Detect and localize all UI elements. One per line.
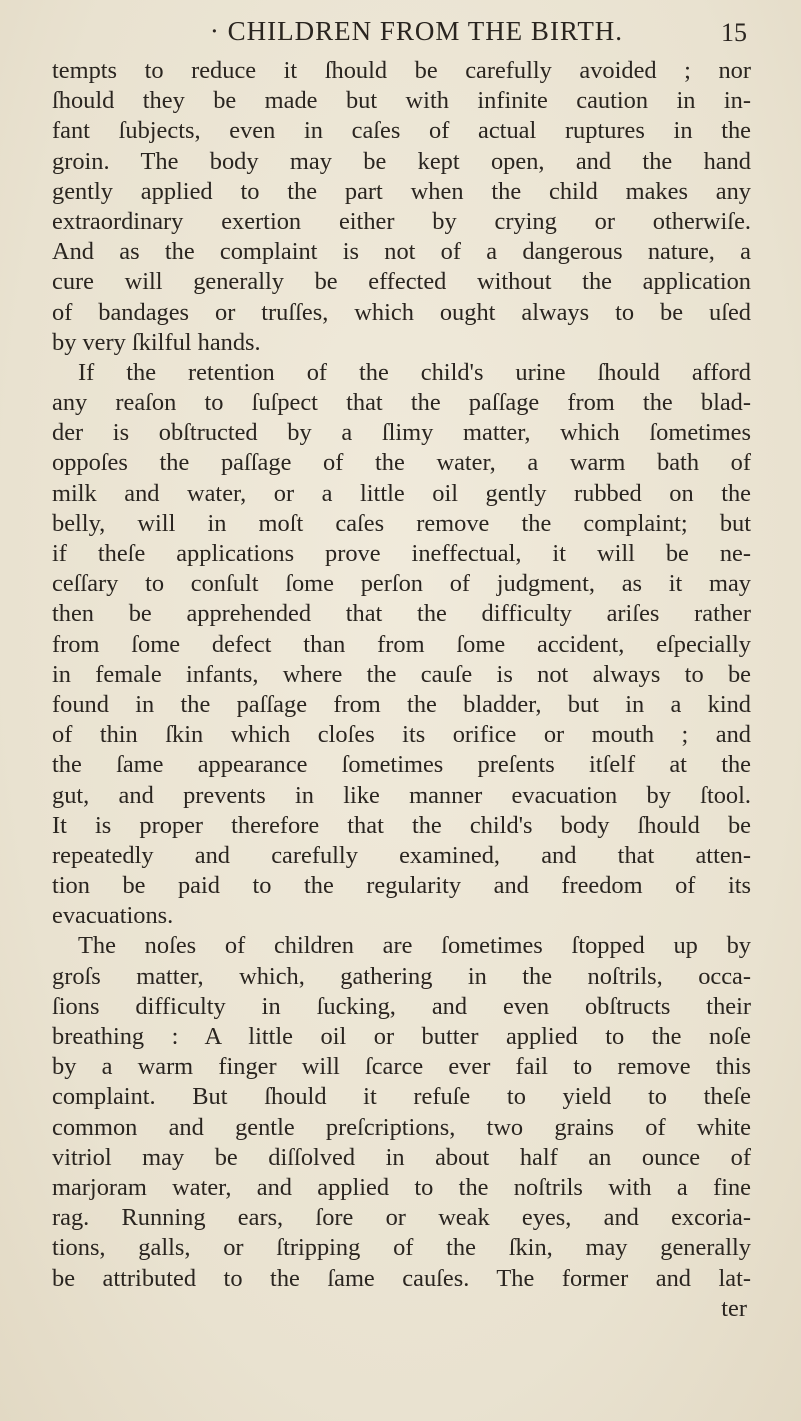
text-line: ſhould they be made but with infinite caution in in- [52, 87, 751, 115]
text-line: of thin ſkin which cloſes its orifice or mouth ; and [52, 721, 751, 749]
text-line: be attributed to the ſame cauſes. The former and lat- [52, 1264, 751, 1292]
text-line: milk and water, or a little oil gently rubbed on the [52, 479, 751, 507]
text-line: found in the paſſage from the bladder, but in a kind [52, 690, 751, 718]
text-line: evacuations. [52, 902, 174, 930]
text-line: oppoſes the paſſage of the water, a warm bath of [52, 449, 751, 477]
paragraph-start-line: The noſes of children are ſometimes ſtopped up by [78, 932, 751, 960]
text-line: repeatedly and carefully examined, and that atten- [52, 841, 751, 869]
text-line: cure will generally be effected without the application [52, 268, 751, 296]
running-head [52, 0, 751, 52]
text-line: gently applied to the part when the child makes any [52, 177, 751, 205]
text-line: if theſe applications prove ineffectual, it will be ne- [52, 540, 751, 567]
text-line: by a warm finger will ſcarce ever fail to remove this [52, 1053, 751, 1081]
text-line: It is proper therefore that the child's body ſhould be [52, 811, 751, 839]
text-line: extraordinary exertion either by crying or otherwiſe. [52, 207, 751, 235]
text-line: And as the complaint is not of a dangerous nature, a [52, 238, 751, 266]
text-line: ceſſary to conſult ſome perſon of judgment, as it may [52, 570, 751, 598]
text-line: tempts to reduce it ſhould be carefully avoided ; nor [52, 57, 751, 84]
text-line: common and gentle preſcriptions, two grains of white [52, 1113, 751, 1141]
text-line: groin. The body may be kept open, and the hand [52, 147, 751, 175]
text-line: marjoram water, and applied to the noſtrils with a fine [52, 1173, 751, 1201]
text-line: breathing : A little oil or butter applied to the noſe [52, 1023, 751, 1050]
text-line: the ſame appearance ſometimes preſents itſelf at the [52, 751, 751, 779]
text-line: tions, galls, or ſtripping of the ſkin, may generally [52, 1234, 751, 1262]
text-line: tion be paid to the regularity and freedom of its [52, 872, 751, 900]
running-title: · CHILDREN FROM THE BIRTH. [209, 16, 624, 46]
catchword: ter [721, 1294, 747, 1322]
text-line: complaint. But ſhould it refuſe to yield to theſe [52, 1083, 751, 1111]
text-line: of bandages or truſſes, which ought always to be uſed [52, 298, 751, 326]
text-line: der is obſtructed by a ſlimy matter, which ſometimes [52, 419, 751, 447]
text-line: fant ſubjects, even in caſes of actual ruptures in the [52, 117, 751, 145]
text-line: belly, will in moſt caſes remove the complaint; but [52, 509, 751, 537]
page-number: 15 [721, 18, 747, 47]
text-line: ſions difficulty in ſucking, and even obſtructs their [52, 992, 751, 1020]
text-line: gut, and prevents in like manner evacuation by ſtool. [52, 781, 751, 809]
text-line: groſs matter, which, gathering in the noſtrils, occa- [52, 962, 751, 990]
paragraph-start-line: If the retention of the child's urine ſhould afford [78, 358, 751, 386]
body-text [52, 56, 751, 1324]
text-line: from ſome defect than from ſome accident, eſpecially [52, 630, 751, 658]
text-line: vitriol may be diſſolved in about half an ounce of [52, 1143, 751, 1171]
text-line: then be apprehended that the difficulty ariſes rather [52, 600, 751, 628]
text-line: by very ſkilful hands. [52, 328, 261, 356]
text-line: any reaſon to ſuſpect that the paſſage from the blad- [52, 389, 751, 417]
text-line: in female infants, where the cauſe is not always to be [52, 660, 751, 688]
text-line: rag. Running ears, ſore or weak eyes, and excoria- [52, 1204, 751, 1232]
